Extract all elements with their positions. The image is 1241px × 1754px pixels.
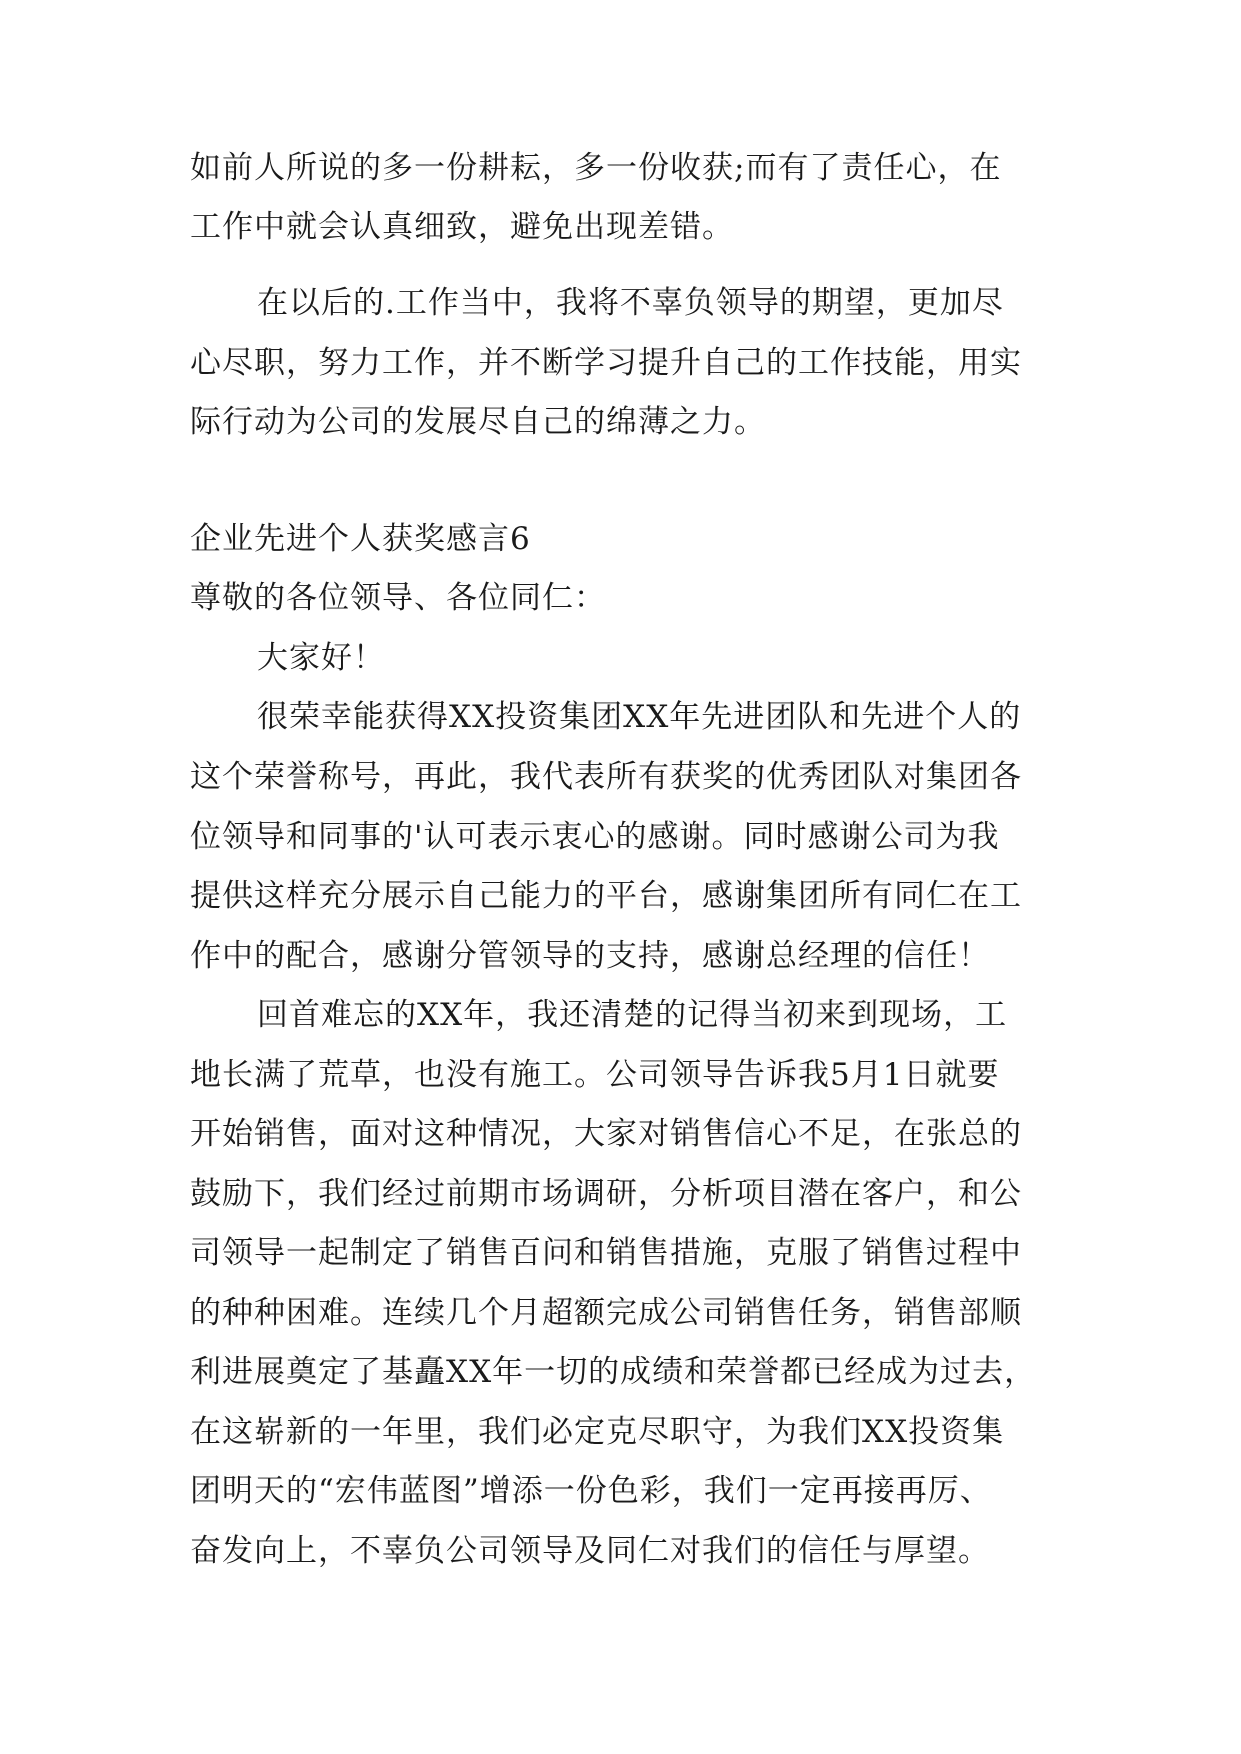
text-line: 利进展奠定了基矗XX年一切的成绩和荣誉都已经成为过去，	[190, 1354, 1037, 1390]
salutation: 尊敬的各位领导、各位同仁：	[190, 580, 606, 616]
text-line: 团明天的“宏伟蓝图”增添一份色彩，我们一定再接再厉、	[190, 1473, 992, 1509]
text-line: 如前人所说的多一份耕耘，多一份收获;而有了责任心，在	[190, 150, 1002, 186]
text-line: 作中的配合，感谢分管领导的支持，感谢总经理的信任！	[190, 938, 990, 974]
paragraph-first-line: 很荣幸能获得XX投资集团XX年先进团队和先进个人的	[257, 699, 1022, 735]
text-line: 位领导和同事的'认可表示衷心的感谢。同时感谢公司为我	[190, 819, 1000, 855]
paragraph-first-line: 回首难忘的XX年，我还清楚的记得当初来到现场，工	[257, 997, 1008, 1033]
text-line: 际行动为公司的发展尽自己的绵薄之力。	[190, 404, 766, 440]
text-line: 地长满了荒草，也没有施工。公司领导告诉我5月1日就要	[190, 1057, 1000, 1093]
text-line: 工作中就会认真细致，避免出现差错。	[190, 209, 734, 245]
paragraph-first-line: 在以后的.工作当中，我将不辜负领导的期望，更加尽	[257, 285, 1004, 321]
text-line: 鼓励下，我们经过前期市场调研，分析项目潜在客户，和公	[190, 1176, 1022, 1212]
greeting: 大家好！	[257, 640, 385, 676]
text-line: 提供这样充分展示自己能力的平台，感谢集团所有同仁在工	[190, 878, 1022, 914]
text-line: 开始销售，面对这种情况，大家对销售信心不足，在张总的	[190, 1116, 1022, 1152]
text-line: 的种种困难。连续几个月超额完成公司销售任务，销售部顺	[190, 1295, 1022, 1331]
section-heading: 企业先进个人获奖感言6	[190, 521, 531, 557]
text-line: 司领导一起制定了销售百问和销售措施，克服了销售过程中	[190, 1235, 1022, 1271]
text-line: 心尽职，努力工作，并不断学习提升自己的工作技能，用实	[190, 345, 1022, 381]
text-line: 这个荣誉称号，再此，我代表所有获奖的优秀团队对集团各	[190, 759, 1022, 795]
text-line: 奋发向上，不辜负公司领导及同仁对我们的信任与厚望。	[190, 1533, 990, 1569]
text-line: 在这崭新的一年里，我们必定克尽职守，为我们XX投资集	[190, 1414, 1005, 1450]
